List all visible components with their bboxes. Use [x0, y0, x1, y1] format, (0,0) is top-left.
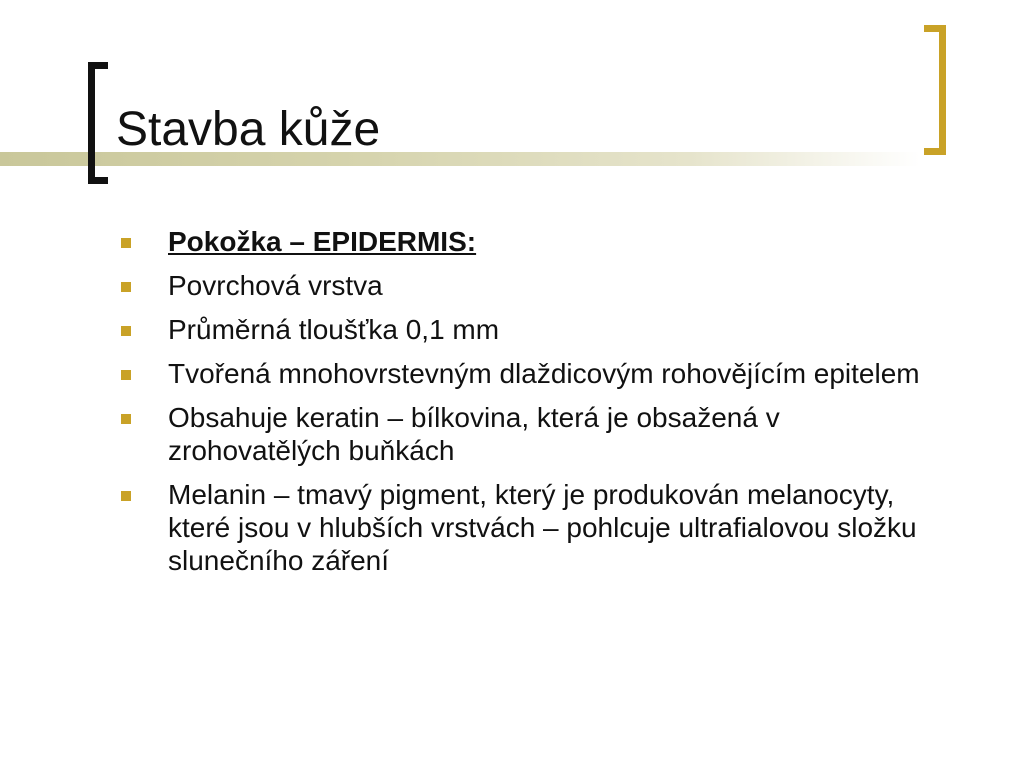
bullet-item [118, 269, 958, 302]
bullet-item [118, 401, 958, 467]
square-bullet-icon [121, 491, 131, 501]
bullet-text: Povrchová vrstva [168, 270, 383, 301]
square-bullet-icon [121, 282, 131, 292]
square-bullet-icon [121, 326, 131, 336]
left-bracket-decoration [88, 62, 108, 184]
slide-title: Stavba kůže [116, 103, 381, 156]
bullet-item [118, 313, 958, 346]
bullet-list [118, 225, 958, 588]
bullet-text: Tvořená mnohovrstevným dlaždicovým rohovějícím epitelem [168, 358, 920, 389]
bullet-item [118, 225, 958, 258]
bullet-text: Melanin – tmavý pigment, který je produkován melanocyty, které jsou v hlubších vrstvách – pohlcuje ultrafialovou složku slunečního záření [168, 479, 917, 576]
square-bullet-icon [121, 238, 131, 248]
bullet-text: Obsahuje keratin – bílkovina, která je obsažená v zrohovatělých buňkách [168, 402, 780, 466]
bullet-item [118, 357, 958, 390]
right-bracket-decoration [924, 25, 946, 155]
square-bullet-icon [121, 370, 131, 380]
bullet-item [118, 478, 958, 577]
bullet-text: Pokožka – EPIDERMIS: [168, 226, 477, 257]
bullet-text: Průměrná tloušťka 0,1 mm [168, 314, 500, 345]
square-bullet-icon [121, 414, 131, 424]
